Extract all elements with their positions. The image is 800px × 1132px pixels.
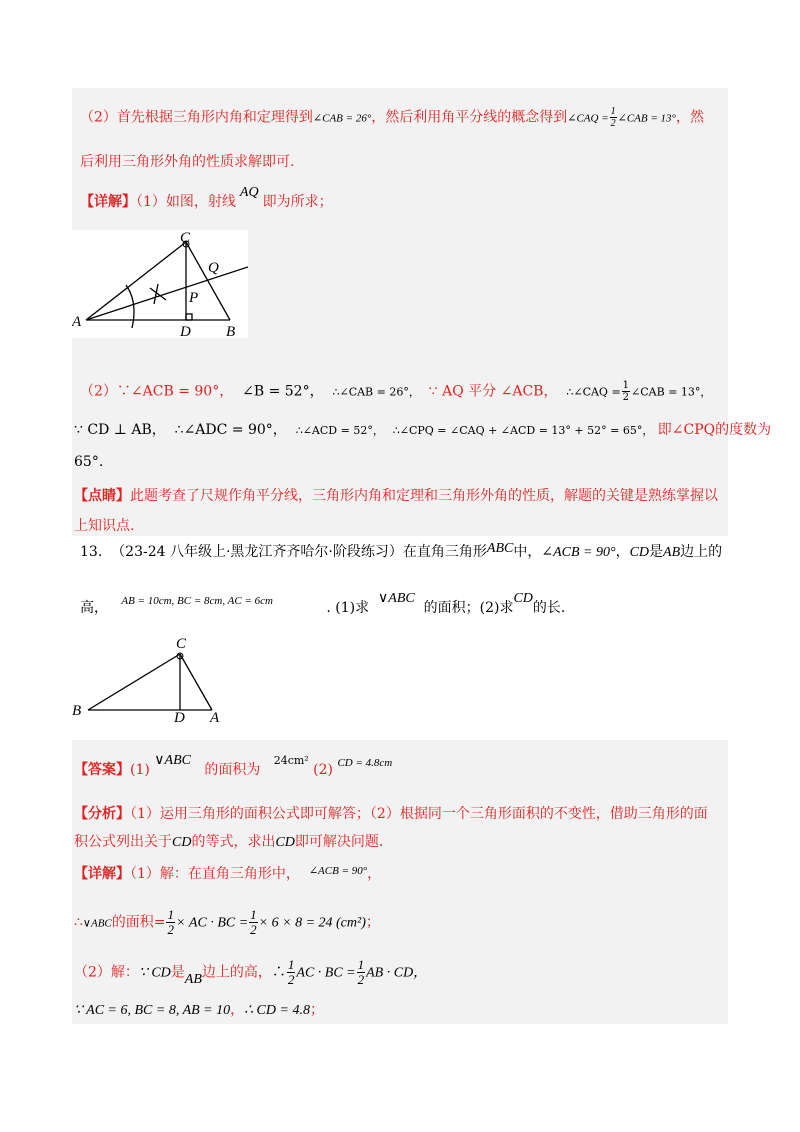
remark-line-1: 【点睛】此题考查了尺规作角平分线，三角形内角和定理和三角形外角的性质，解题的关键是熟练掌握以 [74, 488, 718, 504]
analysis-q13-line-2: 积公式列出关于CD的等式，求出CD即可解决问题. [74, 834, 384, 850]
answer-line: 【答案】(1) ∨ABC 的面积为 $^{24cm^2}$ (2) $^{CD = 4.8cm}$ [74, 753, 393, 778]
analysis-line-1: （2）首先根据三角形内角和定理得到∠CAB = 26°，然后利用角平分线的概念得到∠CAQ = $\frac{1}{2}$ ∠CAB = 13°，然 [80, 106, 704, 129]
analysis-q13-line-1: 【分析】（1）运用三角形的面积公式即可解答；（2）根据同一个三角形面积的不变性，借助三角形的面 [74, 806, 708, 822]
figure-1 [72, 230, 248, 338]
triangle-figure-1 [72, 230, 248, 338]
detail-line-2: （2）∵∠ACB = 90°， ∠B = 52°， ∴∠CAB = 26°， ∵ AQ 平分 ∠ACB， ∴∠CAQ = $\frac{1}{2}$ ∠CAB = 13°， [80, 380, 712, 403]
detail-line-4: 65°. [74, 454, 104, 470]
label-D: D [180, 324, 191, 338]
label-A: A [72, 314, 82, 330]
detail-q13-line-4: ∵ AC = 6, BC = 8, AB = 10，∴ CD = 4.8； [74, 1002, 324, 1018]
question-13-line-1: 13. （23-24 八年级上·黑龙江齐齐哈尔·阶段练习）在直角三角形ABC中，∠ACB = 90°，CD是AB边上的 [80, 541, 723, 560]
label-B: B [226, 324, 236, 338]
figure-2 [72, 632, 232, 724]
detail-q13-line-3: （2）解：∵ CD是AB边上的高，∴ $\frac{1}{2}$ AC · BC = $\frac{1}{2}$ AB · CD， [74, 957, 428, 987]
question-13-line-2: 高， $^{AB = 10cm, BC = 8cm, AC = 6cm}$ . (1)求 ∨ABC 的面积；(2)求CD的长. [80, 591, 566, 616]
detail-q13-line-2: ∴∨ABC的面积= $\frac{1}{2}$ × AC · BC = $\frac{1}{2}$ × 6 × 8 = 24 (cm²)； [74, 907, 380, 937]
analysis-line-2: 后利用三角形外角的性质求解即可. [80, 154, 295, 170]
label-Q: Q [208, 260, 219, 276]
detail-line-3: ∵ CD ⊥ AB， ∴∠ADC = 90°， ∴∠ACD = 52°， ∴∠CPQ = ∠CAQ + ∠ACD = 13° + 52° = 65°， 即∠CPQ的度数为 [74, 422, 772, 438]
label-C: C [180, 230, 191, 246]
detail-q13-line-1: 【详解】（1）解：在直角三角形中， $^{\angle ACB = 90^\circ}$， [74, 865, 382, 882]
label-P: P [189, 290, 199, 306]
triangle-figure-2 [72, 632, 232, 724]
label-C: C [176, 636, 187, 652]
remark-line-2: 上知识点. [74, 518, 135, 534]
label-A: A [210, 710, 220, 724]
label-D: D [174, 710, 185, 724]
detail-line-1: 【详解】（1）如图，射线AQ即为所求； [80, 185, 333, 210]
label-B: B [72, 703, 82, 719]
